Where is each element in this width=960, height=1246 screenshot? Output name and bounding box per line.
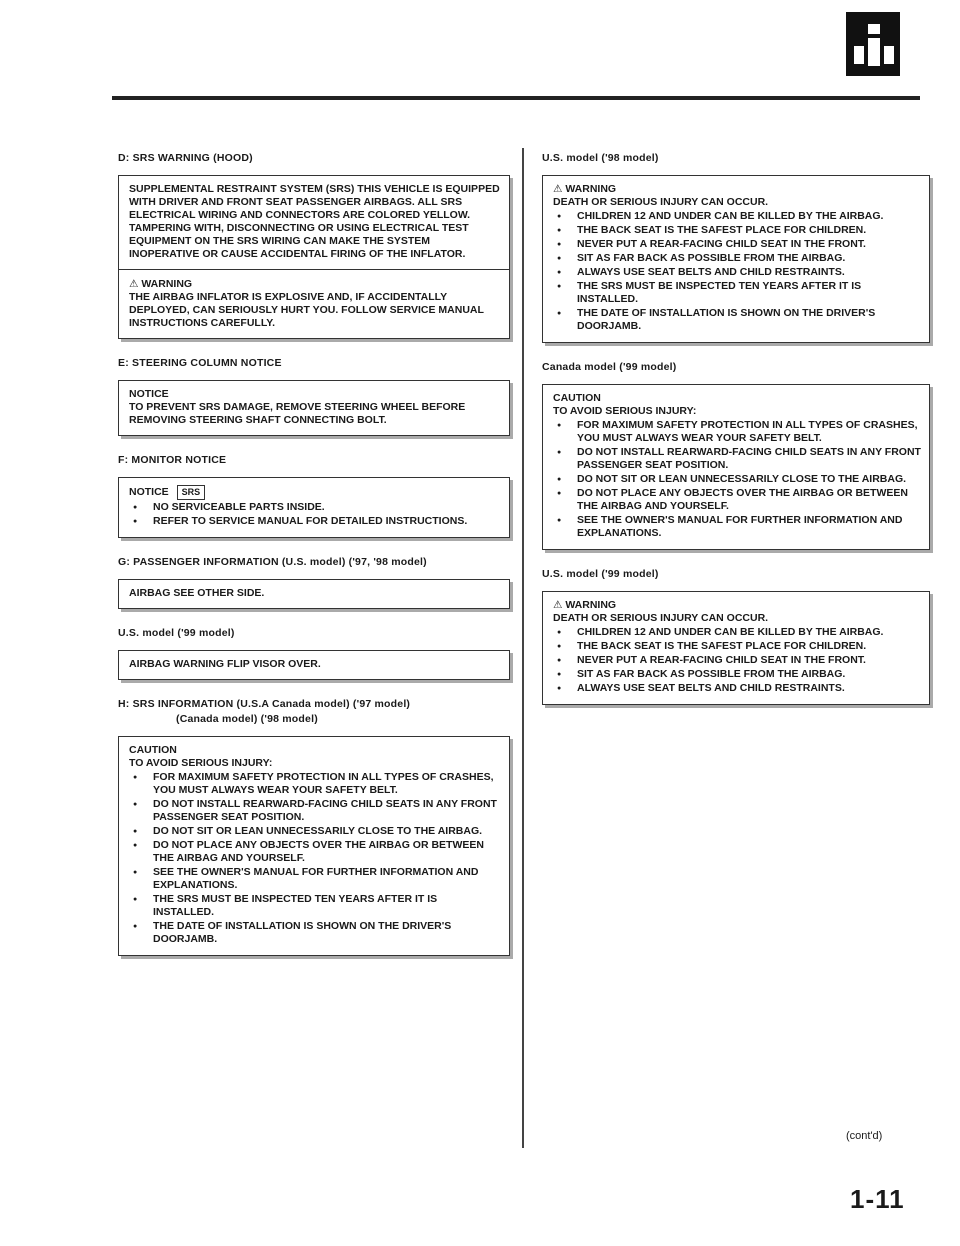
warning-head: WARNING <box>565 599 617 611</box>
warning-list <box>553 210 921 333</box>
warning-lead: DEATH OR SERIOUS INJURY CAN OCCUR. <box>553 612 769 624</box>
list-item: ● THE SRS MUST BE INSPECTED TEN YEARS AFTER IT IS INSTALLED. <box>129 893 501 919</box>
list-item: ● THE BACK SEAT IS THE SAFEST PLACE FOR CHILDREN. <box>553 224 921 237</box>
caution-lead: TO AVOID SERIOUS INJURY: <box>553 405 697 417</box>
column-divider <box>522 148 524 1148</box>
caution-head: CAUTION <box>129 744 177 756</box>
notice-head: NOTICE <box>129 388 169 400</box>
ca99-title: Canada model ('99 model) <box>542 361 677 373</box>
warning-list <box>553 626 921 695</box>
page-number: 1-11 <box>850 1184 905 1214</box>
us99-warning-label <box>542 591 930 705</box>
monitor-notice-label <box>118 477 510 538</box>
warning-triangle-icon: ⚠ <box>553 599 563 611</box>
list-item: ● THE BACK SEAT IS THE SAFEST PLACE FOR CHILDREN. <box>553 640 921 653</box>
section-g-sub: U.S. model ('99 model) <box>118 627 235 639</box>
list-item: ● DO NOT SIT OR LEAN UNNECESSARILY CLOSE TO THE AIRBAG. <box>129 825 501 838</box>
section-f-title: F: MONITOR NOTICE <box>118 454 227 466</box>
airbag-flip-visor-label <box>118 650 510 680</box>
list-item: ● NEVER PUT A REAR-FACING CHILD SEAT IN THE FRONT. <box>553 654 921 667</box>
list-item: ● DO NOT INSTALL REARWARD-FACING CHILD SEATS IN ANY FRONT PASSENGER SEAT POSITION. <box>553 446 921 472</box>
label-text: AIRBAG SEE OTHER SIDE. <box>129 587 265 599</box>
srs-hood-body: SUPPLEMENTAL RESTRAINT SYSTEM (SRS) THIS VEHICLE IS EQUIPPED WITH DRIVER AND FRONT SEAT PASSENGER AIRBAGS. ALL SRS ELECTRICAL WIRING AND CONNECTORS ARE COLORED YELLOW. TAMPERING WITH, DISCONNECTING OR USING ELECTRICAL TEST EQUIPMENT ON THE SRS WIRING CAN MAKE THE SYSTEM INOPERATIVE OR CAUSE ACCIDENTAL FIRING OF THE INFLATOR. <box>129 183 500 260</box>
warning-lead: DEATH OR SERIOUS INJURY CAN OCCUR. <box>553 196 769 208</box>
srs-warning-hood-label <box>118 175 510 339</box>
list-item: ● SIT AS FAR BACK AS POSSIBLE FROM THE AIRBAG. <box>553 668 921 681</box>
list-item: ● ALWAYS USE SEAT BELTS AND CHILD RESTRAINTS. <box>553 682 921 695</box>
list-item: ● CHILDREN 12 AND UNDER CAN BE KILLED BY THE AIRBAG. <box>553 626 921 639</box>
list-item: ● DO NOT INSTALL REARWARD-FACING CHILD SEATS IN ANY FRONT PASSENGER SEAT POSITION. <box>129 798 501 824</box>
section-h-title-2: (Canada model) ('98 model) <box>176 713 318 725</box>
section-g-title: G: PASSENGER INFORMATION (U.S. model) ('97, '98 model) <box>118 556 427 568</box>
list-item: ● SEE THE OWNER'S MANUAL FOR FURTHER INFORMATION AND EXPLANATIONS. <box>553 514 921 540</box>
srs-tag: SRS <box>177 485 206 500</box>
list-item: ● CHILDREN 12 AND UNDER CAN BE KILLED BY THE AIRBAG. <box>553 210 921 223</box>
warning-body: THE AIRBAG INFLATOR IS EXPLOSIVE AND, IF ACCIDENTALLY DEPLOYED, CAN SERIOUSLY HURT YOU. FOLLOW SERVICE MANUAL INSTRUCTIONS CAREFULLY. <box>129 291 484 329</box>
steering-column-notice-label <box>118 380 510 436</box>
left-column <box>118 152 510 974</box>
warning-triangle-icon: ⚠ <box>129 278 139 290</box>
notice-body: TO PREVENT SRS DAMAGE, REMOVE STEERING WHEEL BEFORE REMOVING STEERING SHAFT CONNECTING BOLT. <box>129 401 466 426</box>
list-item: ● FOR MAXIMUM SAFETY PROTECTION IN ALL TYPES OF CRASHES, YOU MUST ALWAYS WEAR YOUR SAFETY BELT. <box>129 771 501 797</box>
list-item: ● NEVER PUT A REAR-FACING CHILD SEAT IN THE FRONT. <box>553 238 921 251</box>
list-item: ● THE DATE OF INSTALLATION IS SHOWN ON THE DRIVER'S DOORJAMB. <box>553 307 921 333</box>
section-e-title: E: STEERING COLUMN NOTICE <box>118 357 282 369</box>
notice-head: NOTICE <box>129 486 169 498</box>
section-d-title: D: SRS WARNING (HOOD) <box>118 152 253 164</box>
list-item: ● THE DATE OF INSTALLATION IS SHOWN ON THE DRIVER'S DOORJAMB. <box>129 920 501 946</box>
warning-head: WARNING <box>141 278 193 290</box>
list-item: ● REFER TO SERVICE MANUAL FOR DETAILED INSTRUCTIONS. <box>129 515 501 528</box>
right-column <box>542 152 930 723</box>
ca99-caution-label <box>542 384 930 550</box>
us98-title: U.S. model ('98 model) <box>542 152 659 164</box>
srs-hood-warning <box>119 269 509 330</box>
caution-head: CAUTION <box>553 392 601 404</box>
info-tab-icon <box>846 12 900 76</box>
list-item: ● SIT AS FAR BACK AS POSSIBLE FROM THE AIRBAG. <box>553 252 921 265</box>
list-item: ● DO NOT SIT OR LEAN UNNECESSARILY CLOSE TO THE AIRBAG. <box>553 473 921 486</box>
warning-triangle-icon: ⚠ <box>553 183 563 195</box>
caution-lead: TO AVOID SERIOUS INJURY: <box>129 757 273 769</box>
list-item: ● DO NOT PLACE ANY OBJECTS OVER THE AIRBAG OR BETWEEN THE AIRBAG AND YOURSELF. <box>129 839 501 865</box>
warning-head: WARNING <box>565 183 617 195</box>
us99-title: U.S. model ('99 model) <box>542 568 659 580</box>
list-item: ● SEE THE OWNER'S MANUAL FOR FURTHER INFORMATION AND EXPLANATIONS. <box>129 866 501 892</box>
us98-warning-label <box>542 175 930 343</box>
list-item: ● FOR MAXIMUM SAFETY PROTECTION IN ALL TYPES OF CRASHES, YOU MUST ALWAYS WEAR YOUR SAFETY BELT. <box>553 419 921 445</box>
caution-list <box>129 771 501 946</box>
header-rule <box>112 96 920 100</box>
section-h-title: H: SRS INFORMATION (U.S.A Canada model) ('97 model) <box>118 698 411 710</box>
list-item: ● DO NOT PLACE ANY OBJECTS OVER THE AIRBAG OR BETWEEN THE AIRBAG AND YOURSELF. <box>553 487 921 513</box>
list-item: ● NO SERVICEABLE PARTS INSIDE. <box>129 501 501 514</box>
list-item: ● THE SRS MUST BE INSPECTED TEN YEARS AFTER IT IS INSTALLED. <box>553 280 921 306</box>
label-text: AIRBAG WARNING FLIP VISOR OVER. <box>129 658 321 670</box>
notice-list <box>129 501 501 528</box>
srs-information-caution-label <box>118 736 510 956</box>
airbag-see-other-side-label <box>118 579 510 609</box>
continued-note: (cont'd) <box>846 1130 883 1142</box>
caution-list <box>553 419 921 540</box>
list-item: ● ALWAYS USE SEAT BELTS AND CHILD RESTRAINTS. <box>553 266 921 279</box>
